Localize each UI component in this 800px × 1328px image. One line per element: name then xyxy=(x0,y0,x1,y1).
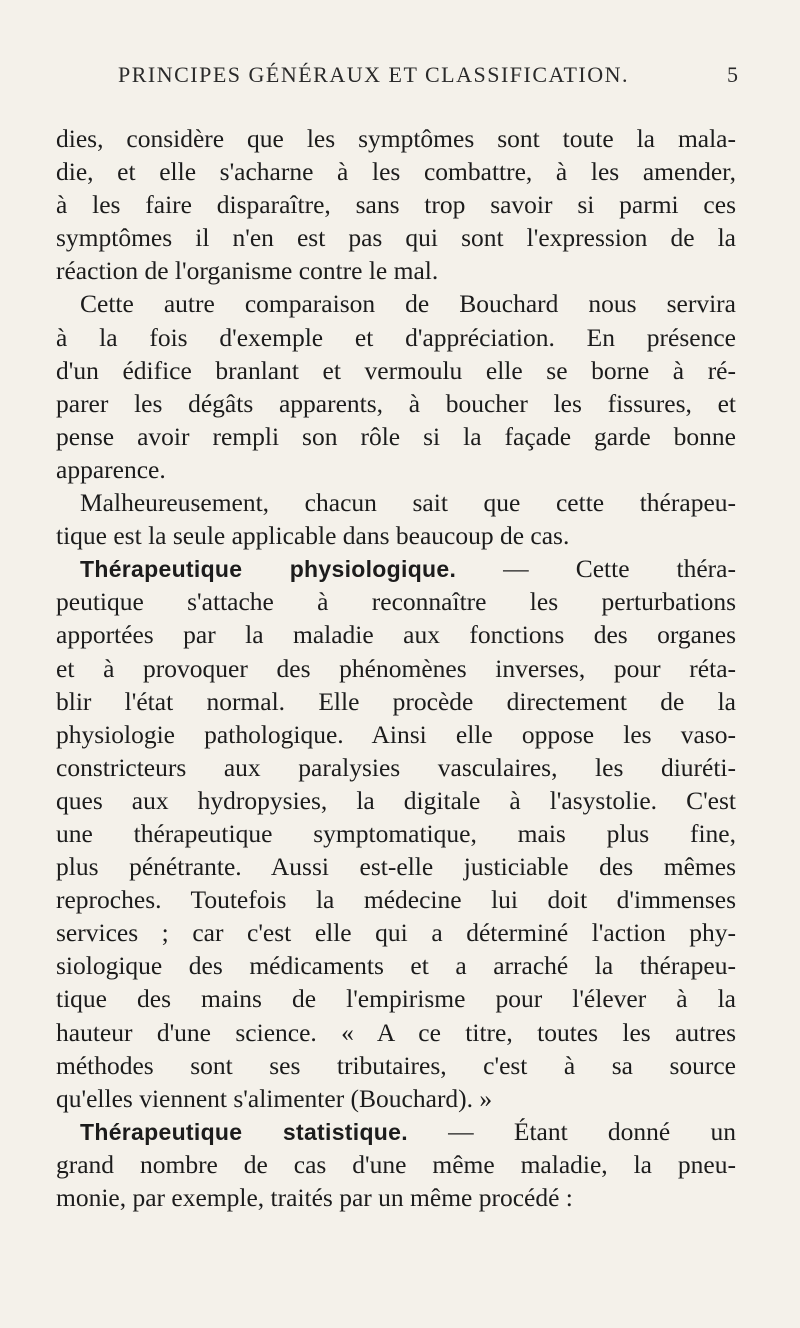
section-heading-line xyxy=(56,1115,736,1148)
text-line: Cette autre comparaison de Bouchard nous servira xyxy=(80,289,736,319)
text-line: une thérapeutique symptomatique, mais plus fine, xyxy=(56,818,736,848)
running-head xyxy=(118,62,738,98)
text-line: reproches. Toutefois la médecine lui doit d'immenses xyxy=(56,885,736,915)
text-line: grand nombre de cas d'une même maladie, la pneu- xyxy=(56,1149,736,1179)
text-line: tique est la seule applicable dans beaucoup de cas. xyxy=(56,521,570,551)
text-line: ques aux hydropysies, la digitale à l'asystolie. C'est xyxy=(56,785,736,815)
page-number: 5 xyxy=(727,62,738,87)
section-heading: Thérapeutique statistique. xyxy=(80,1118,408,1145)
text-line: apportées par la maladie aux fonctions des organes xyxy=(56,620,736,650)
text-line: siologique des médicaments et a arraché la thérapeu- xyxy=(56,951,736,981)
text-line: et à provoquer des phénomènes inverses, pour réta- xyxy=(56,653,736,683)
text-line: symptômes il n'en est pas qui sont l'expression de la xyxy=(56,223,736,253)
text-line: réaction de l'organisme contre le mal. xyxy=(56,256,439,286)
text-line: tique des mains de l'empirisme pour l'élever à la xyxy=(56,984,736,1014)
text-line: à les faire disparaître, sans trop savoir si parmi ces xyxy=(56,190,736,220)
section-physiologique xyxy=(56,552,736,1115)
text-line: constricteurs aux paralysies vasculaires, les diuréti- xyxy=(56,752,736,782)
body-text xyxy=(56,122,736,1214)
text-line: méthodes sont ses tributaires, c'est à sa source xyxy=(56,1050,736,1080)
text-line: blir l'état normal. Elle procède directement de la xyxy=(56,686,736,716)
section-statistique xyxy=(56,1115,736,1214)
text-line: d'un édifice branlant et vermoulu elle se borne à ré- xyxy=(56,355,736,385)
text-line: apparence. xyxy=(56,454,166,484)
running-title: PRINCIPES GÉNÉRAUX ET CLASSIFICATION. xyxy=(118,62,630,87)
section-heading: Thérapeutique physiologique. xyxy=(80,556,457,583)
paragraph xyxy=(56,122,736,287)
text-line: qu'elles viennent s'alimenter (Bouchard). » xyxy=(56,1083,493,1113)
heading-line-rest: — Cette théra- xyxy=(456,554,736,584)
text-line: physiologie pathologique. Ainsi elle oppose les vaso- xyxy=(56,719,736,749)
text-line: monie, par exemple, traités par un même procédé : xyxy=(56,1183,573,1212)
text-line: à la fois d'exemple et d'appréciation. En présence xyxy=(56,322,736,352)
text-line: pense avoir rempli son rôle si la façade garde bonne xyxy=(56,421,736,451)
text-line: die, et elle s'acharne à les combattre, à les amender, xyxy=(56,157,736,187)
paragraph xyxy=(56,287,736,486)
text-line: plus pénétrante. Aussi est-elle justiciable des mêmes xyxy=(56,852,736,882)
text-line: services ; car c'est elle qui a déterminé l'action phy- xyxy=(56,918,736,948)
heading-line-rest: — Étant donné un xyxy=(407,1116,736,1146)
text-line: dies, considère que les symptômes sont toute la mala- xyxy=(56,124,736,153)
paragraph xyxy=(56,486,736,552)
text-line: parer les dégâts apparents, à boucher les fissures, et xyxy=(56,388,736,418)
text-line: hauteur d'une science. « A ce titre, toutes les autres xyxy=(56,1017,736,1047)
text-line: peutique s'attache à reconnaître les perturbations xyxy=(56,587,736,617)
section-heading-line xyxy=(56,552,736,585)
text-line: Malheureusement, chacun sait que cette thérapeu- xyxy=(80,488,736,518)
